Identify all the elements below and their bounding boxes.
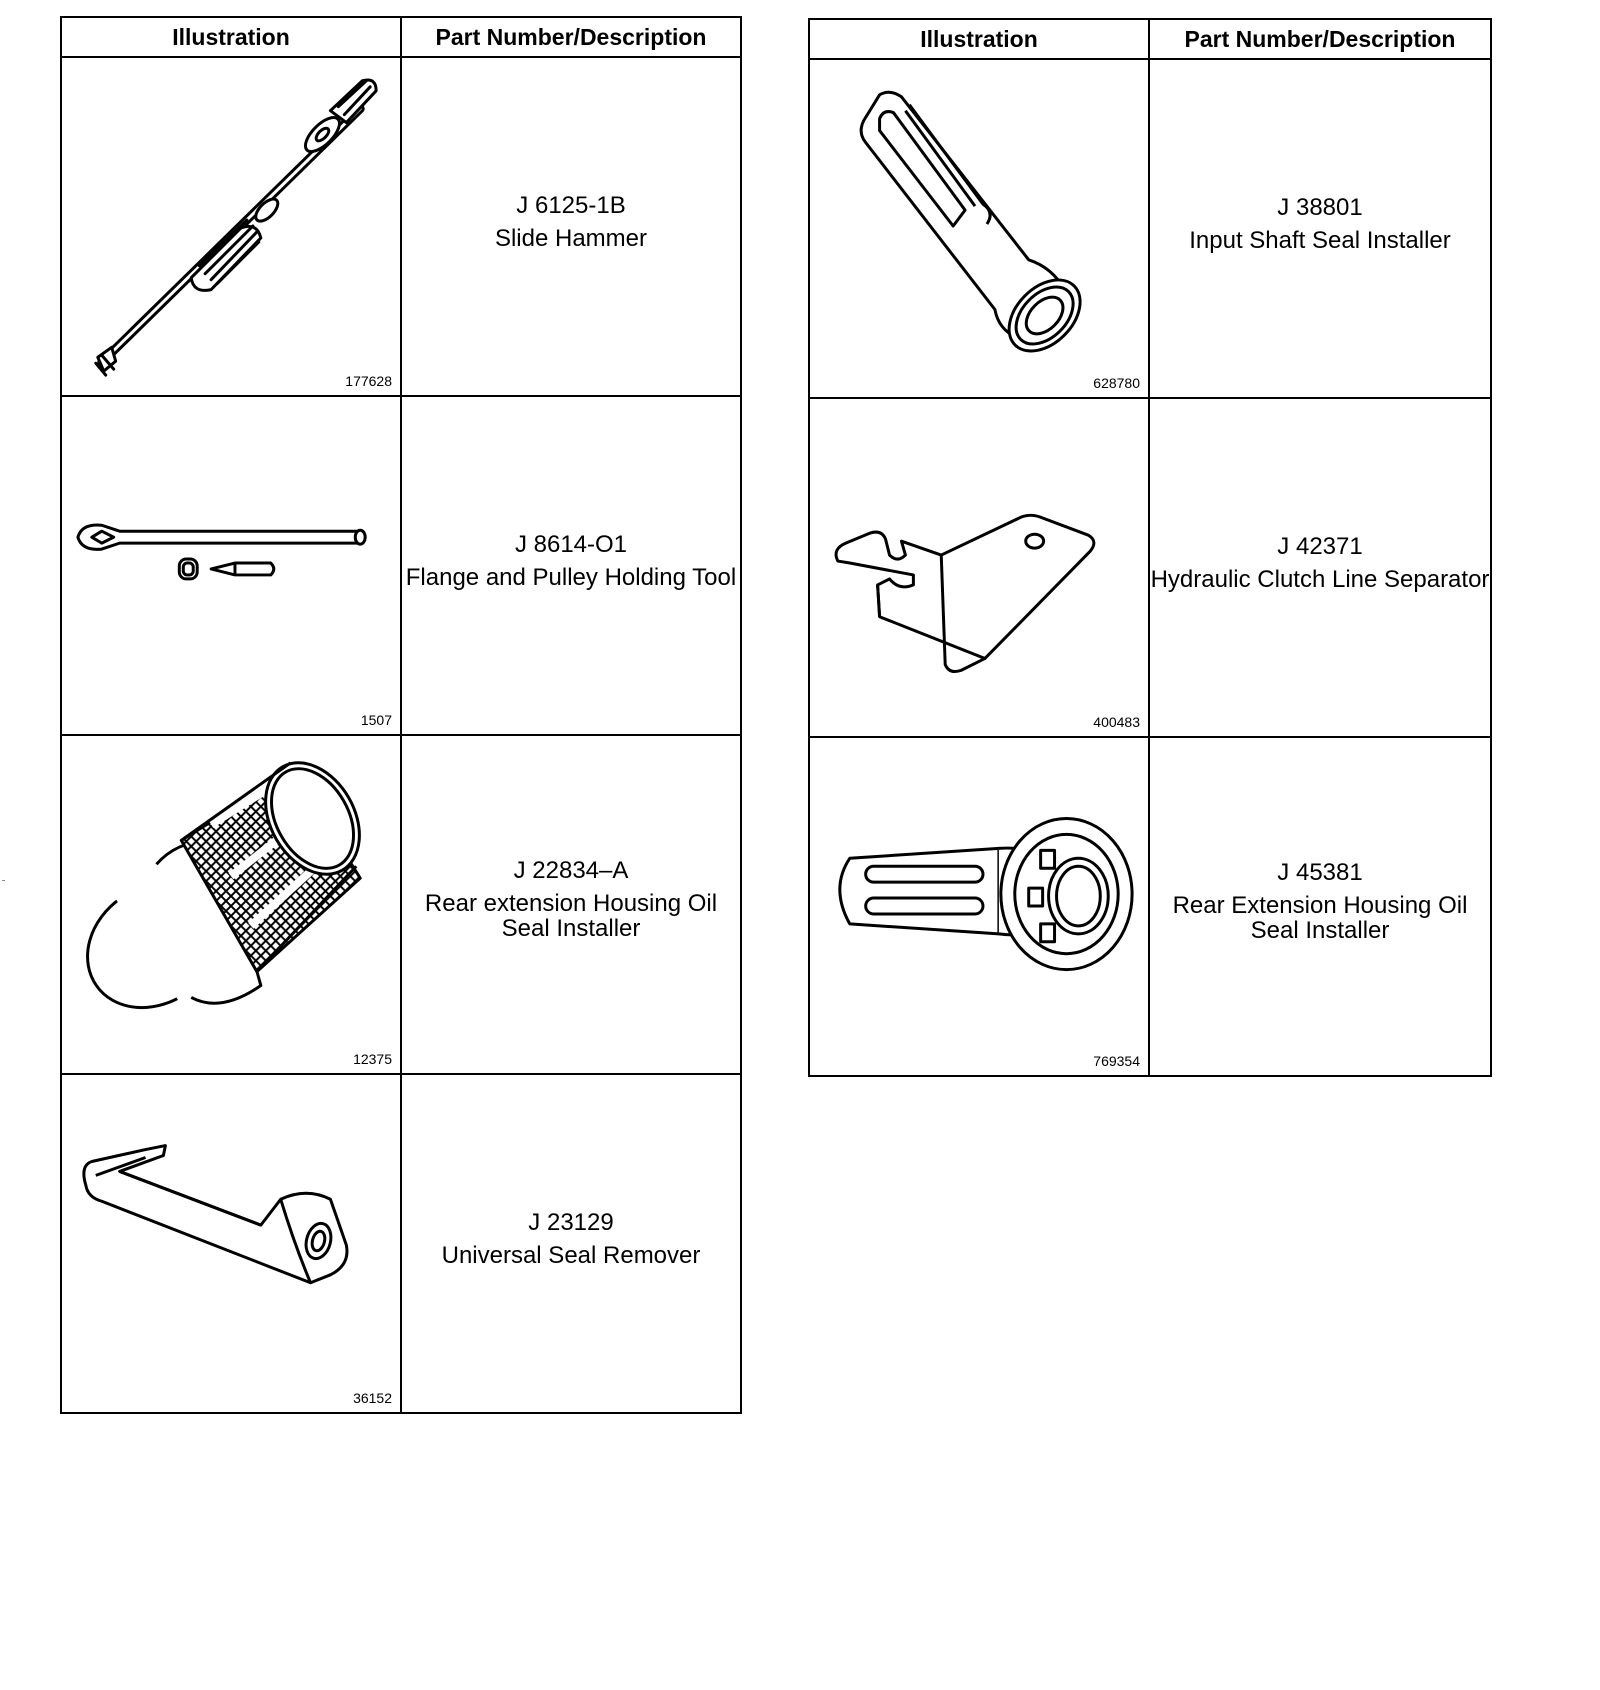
input-shaft-installer-icon [810, 60, 1148, 397]
tool-row [61, 396, 741, 735]
figure-id: 12375 [353, 1051, 392, 1067]
figure-id: 177628 [345, 373, 392, 389]
tools-table-left [60, 16, 742, 1414]
part-cell [401, 735, 741, 1074]
part-cell [401, 1074, 741, 1413]
part-cell [1149, 398, 1491, 737]
illustration-cell [61, 1074, 401, 1413]
tool-row [809, 59, 1491, 398]
part-number-header: Part Number/Description [401, 17, 741, 57]
part-cell [401, 57, 741, 396]
part-description: Hydraulic Clutch Line Separator [1150, 565, 1490, 593]
header-row [61, 17, 741, 57]
illustration-header: Illustration [61, 17, 401, 57]
part-number: J 23129 [528, 1208, 614, 1236]
part-number: J 38801 [1277, 193, 1363, 221]
part-number: J 42371 [1277, 532, 1363, 560]
seal-remover-icon [62, 1075, 400, 1412]
illustration-cell [809, 737, 1149, 1076]
part-cell [1149, 59, 1491, 398]
figure-id: 1507 [360, 712, 392, 728]
tool-row [809, 398, 1491, 737]
figure-id: 36152 [353, 1390, 392, 1406]
part-number: J 45381 [1277, 859, 1363, 886]
part-cell [401, 396, 741, 735]
part-description: Rear Extension Housing Oil Seal Installer [1172, 892, 1468, 944]
figure-id: 400483 [1093, 714, 1140, 730]
part-number: J 22834–A [513, 857, 629, 884]
header-row [809, 19, 1491, 59]
figure-id: 769354 [1093, 1053, 1140, 1069]
tool-row [809, 737, 1491, 1076]
scan-mark [2, 880, 5, 881]
holding-tool-icon [62, 397, 400, 734]
illustration-cell [809, 59, 1149, 398]
splined-seal-installer-icon [810, 738, 1148, 1075]
tool-row [61, 735, 741, 1074]
part-description: Slide Hammer [494, 224, 648, 252]
illustration-cell [61, 396, 401, 735]
part-description: Universal Seal Remover [441, 1241, 701, 1269]
seal-installer-icon [62, 736, 400, 1073]
tool-row [61, 57, 741, 396]
clutch-line-separator-icon [810, 399, 1148, 736]
part-description: Rear extension Housing Oil Seal Installer [424, 890, 718, 942]
illustration-cell [61, 735, 401, 1074]
slide-hammer-icon [62, 58, 400, 395]
tool-row [61, 1074, 741, 1413]
part-number: J 8614-O1 [514, 530, 628, 558]
part-description: Flange and Pulley Holding Tool [405, 563, 737, 591]
part-cell [1149, 737, 1491, 1076]
illustration-header: Illustration [809, 19, 1149, 59]
tools-table-right [808, 18, 1492, 1077]
illustration-cell [809, 398, 1149, 737]
part-number: J 6125-1B [516, 191, 626, 219]
part-number-header: Part Number/Description [1149, 19, 1491, 59]
part-description: Input Shaft Seal Installer [1189, 226, 1451, 254]
illustration-cell [61, 57, 401, 396]
figure-id: 628780 [1093, 375, 1140, 391]
